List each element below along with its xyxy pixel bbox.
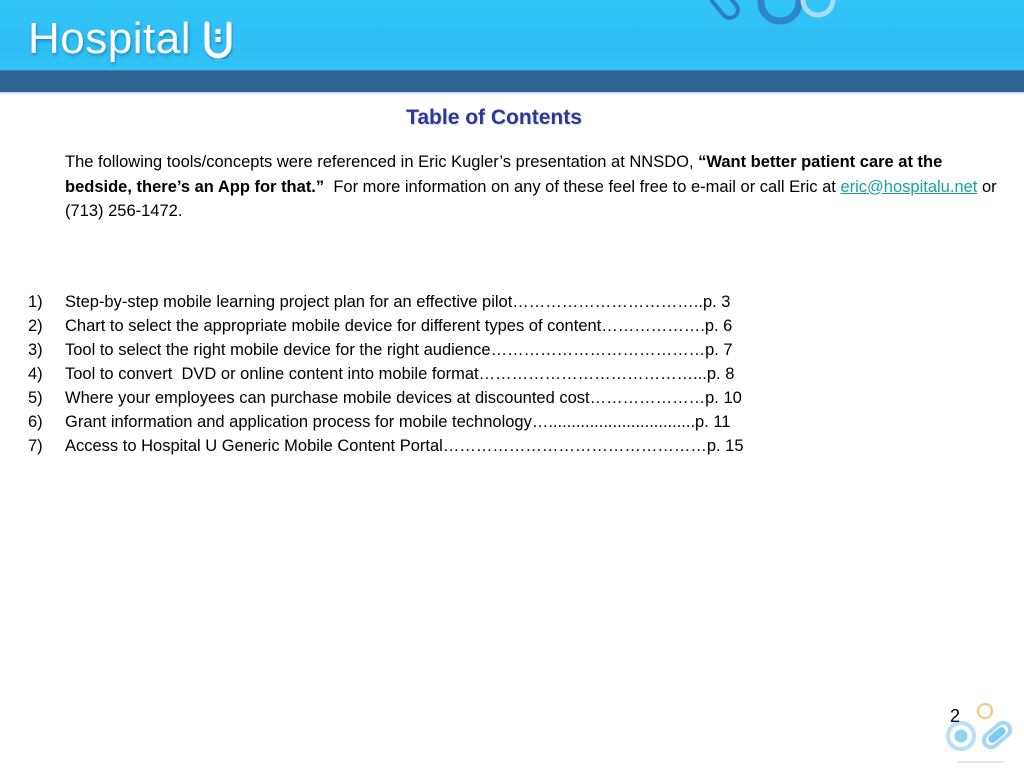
toc-item bbox=[28, 314, 928, 338]
toc-item-number: 6) bbox=[28, 413, 43, 431]
toc-item-text: Chart to select the appropriate mobile device for different types of content……………….p. 6 bbox=[65, 317, 733, 335]
intro-text-before: The following tools/concepts were referenced in Eric Kugler’s presentation at NNSDO, bbox=[65, 153, 699, 171]
toc-item-text: Step-by-step mobile learning project plan for an effective pilot……………………………..p. 3 bbox=[65, 293, 731, 311]
toc-item-number: 1) bbox=[28, 293, 43, 311]
toc-item bbox=[28, 290, 928, 314]
header-shadow bbox=[0, 92, 1024, 95]
header-dark-band bbox=[0, 70, 1024, 93]
page-title: Table of Contents bbox=[406, 106, 582, 129]
toc-item bbox=[28, 338, 928, 362]
header-banner bbox=[0, 0, 1024, 92]
toc-item-text: Tool to convert DVD or online content into mobile format…………………………………...p. 8 bbox=[65, 365, 735, 383]
intro-paragraph bbox=[65, 150, 1000, 224]
toc-item-number: 5) bbox=[28, 389, 43, 407]
toc-item bbox=[28, 386, 928, 410]
page-number: 2 bbox=[950, 706, 961, 726]
decorative-rings-icon bbox=[710, 0, 850, 35]
presentation-quote: “Want better patient care at the bedside, there’s an App for that.” bbox=[65, 153, 943, 196]
hospital-u-logo bbox=[28, 14, 233, 64]
toc-item-text: Grant information and application process for mobile technology…................................p. 11 bbox=[65, 413, 731, 431]
toc-item bbox=[28, 410, 928, 434]
toc-item-text: Access to Hospital U Generic Mobile Content Portal…………………………………………p. 15 bbox=[65, 437, 744, 455]
toc-item-number: 2) bbox=[28, 317, 43, 335]
intro-text-after: or (713) 256-1472. bbox=[65, 177, 997, 220]
intro-text-middle: For more information on any of these feel free to e-mail or call Eric at bbox=[324, 177, 841, 196]
toc-list bbox=[28, 290, 928, 458]
logo-text: Hospital bbox=[28, 14, 191, 63]
toc-item bbox=[28, 362, 928, 386]
toc-item-number: 4) bbox=[28, 365, 43, 383]
email-link[interactable]: eric@hospitalu.net bbox=[840, 177, 978, 196]
toc-item-number: 7) bbox=[28, 437, 43, 455]
toc-item bbox=[28, 434, 928, 458]
toc-item-text: Tool to select the right mobile device for the right audience…………………………………p. 7 bbox=[65, 341, 733, 359]
toc-item-text: Where your employees can purchase mobile devices at discounted cost…………………p. 10 bbox=[65, 389, 742, 407]
logo-u-mark-icon bbox=[203, 21, 233, 57]
toc-item-number: 3) bbox=[28, 341, 43, 359]
